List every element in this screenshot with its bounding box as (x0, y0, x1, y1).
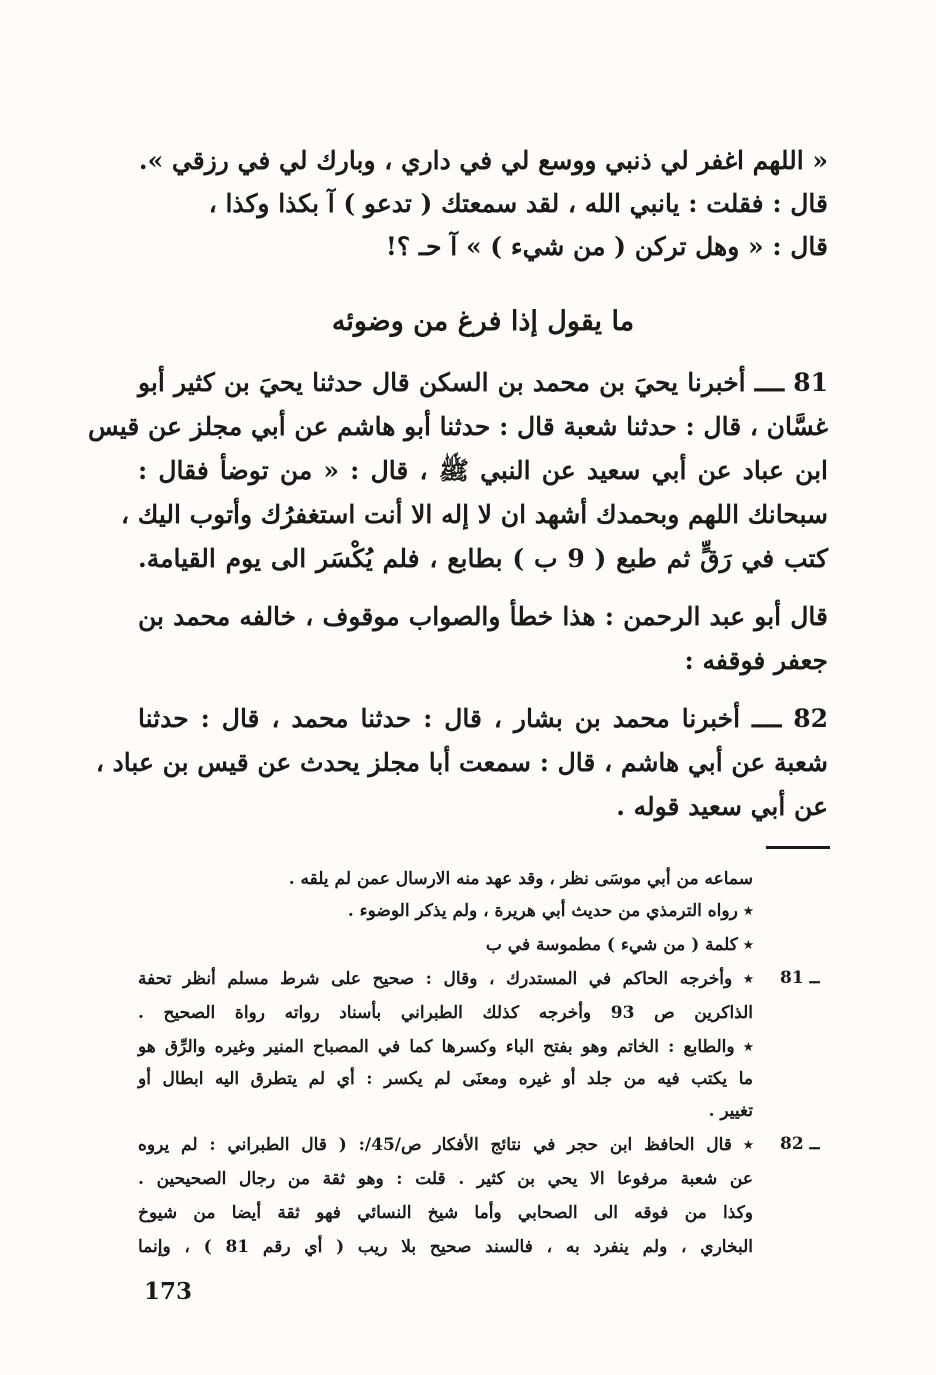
footnote-ref-82: 82 ــ (780, 1134, 820, 1154)
hadith-81-line: غسَّان ، قال : حدثنا شعبة قال : حدثنا أبو هاشم عن أبي مجلز عن قيس (87, 412, 828, 441)
footnote-line: ٭ والطابع : الخاتم وهو بفتح الباء وكسرها كما في المصباح المنير وغيره والرِّق هو (138, 1037, 753, 1057)
text-line: « اللهم اغفر لي ذنبي ووسع لي في داري ، وبارك لي في رزقي ». (138, 146, 828, 175)
footnote-line: ٭ وأخرجه الحاكم في المستدرك ، وقال : صحيح على شرط مسلم أنظر تحفة (138, 969, 753, 989)
footnote-line: ما يكتب فيه من جلد أو غيره ومعنَى لم يكسر : أي لم يتطرق اليه ابطال أو (138, 1069, 753, 1089)
hadith-82-line: 82 ــــ أخبرنا محمد بن بشار ، قال : حدثنا محمد ، قال : حدثنا (138, 704, 828, 733)
footnote-line: ٭ كلمة ( من شيء ) مطموسة في ب (485, 935, 753, 955)
text-line: قال : « وهل تركن ( من شيء ) » آ حـ ؟! (385, 232, 828, 261)
section-heading: ما يقول إذا فرغ من وضوئه (331, 306, 635, 337)
hadith-81-line: ابن عباد عن أبي سعيد عن النبي ﷺ ، قال : « من توضأ فقال : (138, 456, 828, 485)
hadith-82-line: شعبة عن أبي هاشم ، قال : سمعت أبا مجلز يحدث عن قيس بن عباد ، (95, 748, 828, 777)
footnote-divider (766, 846, 830, 849)
text-line: قال : فقلت : يانبي الله ، لقد سمعتك ( تدعو ) آ بكذا وكذا ، (208, 189, 828, 218)
page-number: 173 (144, 1278, 193, 1305)
hadith-81-line: 81 ــــ أخبرنا يحيَ بن محمد بن السكن قال حدثنا يحيَ بن كثير أبو (138, 368, 828, 397)
footnote-line: تغيير . (708, 1101, 753, 1121)
hadith-82-line: عن أبي سعيد قوله . (616, 792, 828, 821)
footnote-line: وكذا من فوقه الى الصحابي وأما شيخ النسائي فهو ثقة أيضا من شيوخ (138, 1203, 753, 1223)
footnote-line: الذاكرين ص 93 وأخرجه كذلك الطبراني بأسناد رواته رواة الصحيح . (138, 1003, 753, 1023)
footnote-line: ٭ قال الحافظ ابن حجر في نتائج الأفكار ص/45/: ( قال الطبراني : لم يروه (138, 1135, 753, 1155)
commentary-line: قال أبو عبد الرحمن : هذا خطأ والصواب موقوف ، خالفه محمد بن (138, 602, 828, 631)
commentary-line: جعفر فوقفه : (684, 646, 828, 675)
footnote-line: عن شعبة مرفوعا الا يحي بن كثير . قلت : وهو ثقة من رجال الصحيحين . (138, 1169, 753, 1189)
footnote-line: ٭ رواه الترمذي من حديث أبي هريرة ، ولم يذكر الوضوء . (347, 901, 753, 921)
footnote-ref-81: 81 ــ (780, 968, 820, 988)
hadith-81-line: سبحانك اللهم وبحمدك أشهد ان لا إله الا أنت استغفرُك وأتوب اليك ، (120, 500, 828, 529)
footnote-line: البخاري ، ولم ينفرد به ، فالسند صحيح بلا ريب ( أي رقم 81 ) ، وإنما (138, 1237, 753, 1257)
footnote-line: سماعه من أبي موسَى نظر ، وقد عهد منه الارسال عمن لم يلقه . (288, 869, 753, 889)
hadith-81-line: كتب في رَقٍّ ثم طبع ( 9 ب ) بطابع ، فلم يُكْسَر الى يوم القيامة. (138, 544, 828, 573)
